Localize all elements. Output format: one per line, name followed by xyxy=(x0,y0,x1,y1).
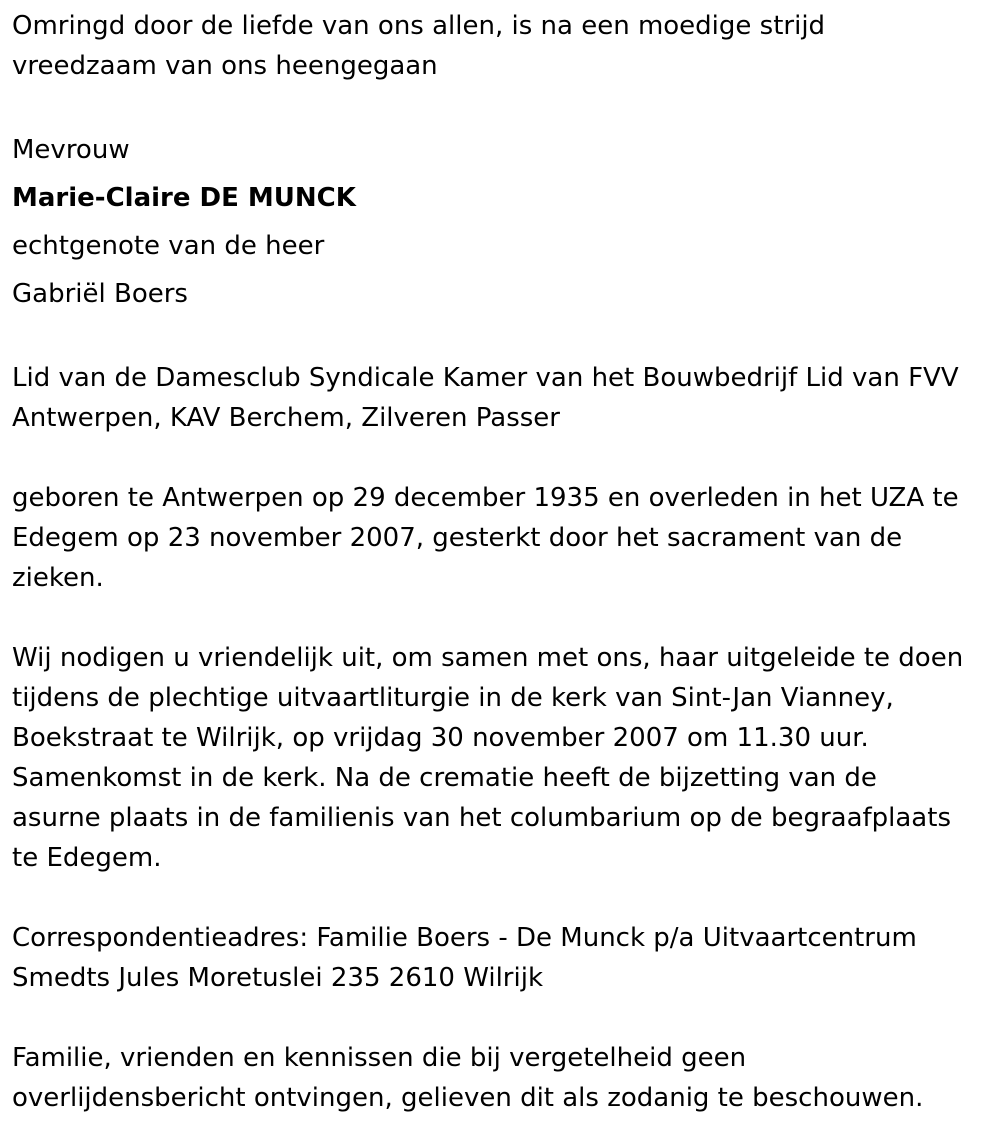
salutation: Mevrouw xyxy=(12,135,130,165)
correspondence-text: Correspondentieadres: Familie Boers - De Munck p/a Uitvaartcentrum Smedts Jules Moretuslei 235 2610 Wilrijk xyxy=(12,923,917,993)
spacer xyxy=(12,86,1000,126)
closing-text: Familie, vrienden en kennissen die bij vergetelheid geen overlijdensbericht ontvingen, gelieven dit als zodanig te beschouwen. xyxy=(12,1043,924,1113)
intro-text: Omringd door de liefde van ons allen, is na een moedige strijd vreedzaam van ons heengegaan xyxy=(12,11,826,81)
relation-text: echtgenote van de heer xyxy=(12,231,325,261)
memberships-text: Lid van de Damesclub Syndicale Kamer van het Bouwbedrijf Lid van FVV Antwerpen, KAV Berchem, Zilveren Passer xyxy=(12,363,959,433)
invitation-text: Wij nodigen u vriendelijk uit, om samen met ons, haar uitgeleide te doen tijdens de plechtige uitvaartliturgie in de kerk van Sint-Jan Vianney, Boekstraat te Wilrijk, op vrijdag 30 november 2007 om 11.30 uur. Samenkomst in de kerk. Na de crematie heeft de bijzetting van de asurne plaats in de familienis van het columbarium op de begraafplaats te Edegem. xyxy=(12,643,964,873)
birth-death-text: geboren te Antwerpen op 29 december 1935 en overleden in het UZA te Edegem op 23 november 2007, gesterkt door het sacrament van de zieken. xyxy=(12,483,959,593)
spacer xyxy=(12,878,1000,918)
spacer xyxy=(12,598,1000,638)
spacer xyxy=(12,318,1000,358)
spacer xyxy=(12,998,1000,1038)
spouse-name: Gabriël Boers xyxy=(12,279,188,309)
spacer xyxy=(12,438,1000,478)
deceased-name: Marie-Claire DE MUNCK xyxy=(12,183,356,213)
